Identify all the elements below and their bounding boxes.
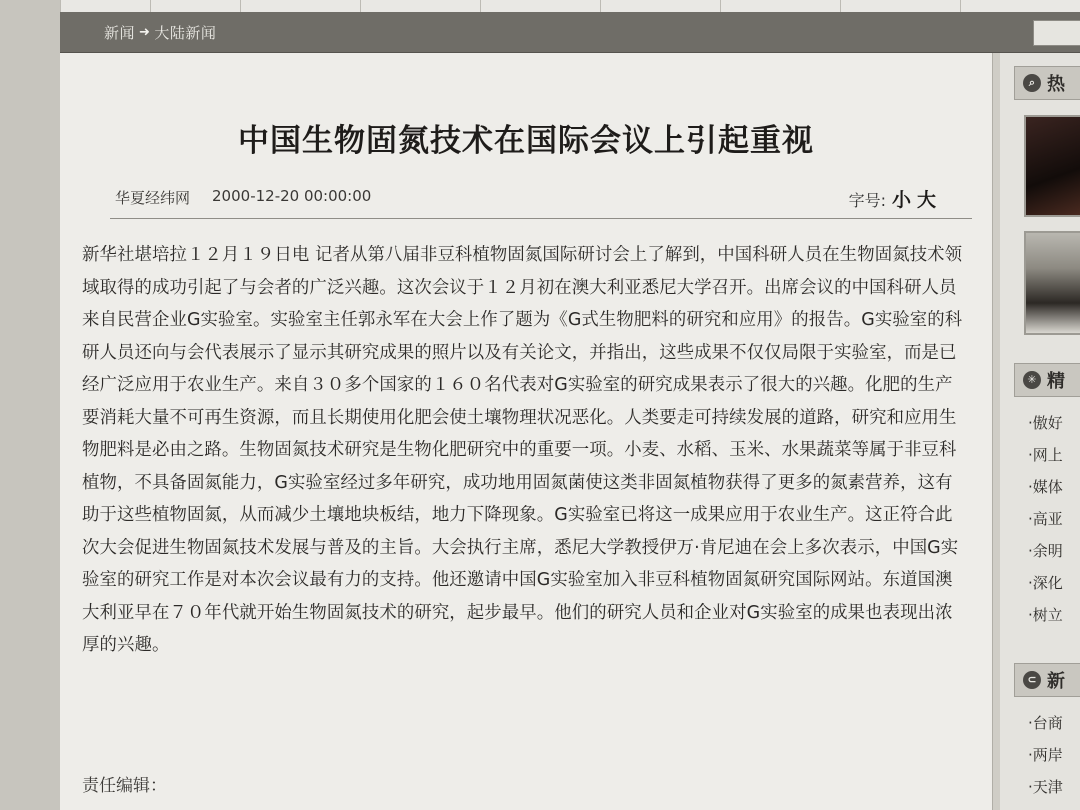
arrow-right-icon: ➜	[139, 25, 151, 40]
sidebar-thumbnail-image[interactable]	[1024, 231, 1080, 335]
sidebar-link[interactable]: ·余明	[1028, 542, 1063, 560]
breadcrumb-link-mainland-news[interactable]: 大陆新闻	[154, 24, 217, 42]
title-divider	[110, 218, 972, 219]
search-icon: ⌕	[1023, 74, 1041, 92]
sidebar-link-list	[1014, 407, 1080, 631]
sidebar-link[interactable]: ·深化	[1028, 574, 1063, 592]
sidebar-link[interactable]: ·两岸	[1028, 746, 1063, 764]
font-size-control	[849, 185, 936, 212]
article-meta	[115, 187, 371, 208]
breadcrumb	[104, 22, 216, 43]
font-size-label: 字号:	[848, 191, 886, 210]
article-title: 中国生物固氮技术在国际会议上引起重视	[238, 123, 814, 159]
sidebar-link[interactable]: ·天津	[1028, 778, 1063, 796]
plug-icon: ⊂	[1023, 671, 1041, 689]
article-body: 新华社堪培拉１２月１９日电 记者从第八届非豆科植物固氮国际研讨会上了解到，中国科研人员在生物固氮技术领域取得的成功引起了与会者的广泛兴趣。这次会议于１２月初在澳大利亚悉尼大学召开。出席会议的中国科研人员来自民营企业G实验室。实验室主任郭永军在大会上作了题为《G式生物肥料的研究和应用》的报告。G实验室的科研人员还向与会代表展示了显示其研究成果的照片以及有关论文，并指出，这些成果不仅仅局限于实验室，而是已经广泛应用于农业生产。来自３０多个国家的１６０名代表对G实验室的研究成果表示了很大的兴趣。化肥的生产要消耗大量不可再生资源，而且长期使用化肥会使土壤物理状况恶化。人类要走可持续发展的道路，研究和应用生物肥料是必由之路。生物固氮技术研究是生物化肥研究中的重要一项。小麦、水稻、玉米、水果蔬菜等属于非豆科植物，不具备固氮能力，G实验室经过多年研究，成功地用固氮菌使这类非固氮植物获得了更多的氮素营养，这有助于这些植物固氮，从而减少土壤地块板结，地力下降现象。G实验室已将这一成果应用于农业生产。这正符合此次大会促进生物固氮技术发展与普及的主旨。大会执行主席，悉尼大学教授伊万·肯尼迪在会上多次表示，中国G实验室的研究工作是对本次会议最有力的支持。他还邀请中国G实验室加入非豆科植物固氮研究国际网站。东道国澳大利亚早在７０年代就开始生物固氮技术的研究，起步最早。他们的研究人员和企业对G实验室的成果也表现出浓厚的兴趣。	[82, 245, 963, 655]
sidebar-header-title: 新	[1047, 671, 1065, 692]
article-editor-label: 责任编辑：	[82, 776, 167, 796]
nav-bar	[60, 12, 1080, 53]
article-datetime: 2000-12-20 00:00:00	[212, 187, 372, 205]
font-size-large-button[interactable]: 大	[916, 189, 936, 211]
sidebar-link[interactable]: ·傲好	[1028, 414, 1063, 432]
sidebar-link[interactable]: ·树立	[1028, 606, 1063, 624]
sidebar-header-hot[interactable]	[1014, 66, 1080, 100]
window-left-gutter	[0, 0, 60, 810]
sidebar-header-featured[interactable]	[1014, 363, 1080, 397]
sidebar-link[interactable]: ·台商	[1028, 714, 1063, 732]
sidebar-header-latest[interactable]	[1014, 663, 1080, 697]
sidebar-header-title: 热	[1047, 74, 1065, 95]
sidebar-thumbnail-image[interactable]	[1024, 115, 1080, 217]
sidebar-link[interactable]: ·网上	[1028, 446, 1063, 464]
sidebar-header-title: 精	[1047, 371, 1065, 392]
font-size-small-button[interactable]: 小	[891, 189, 911, 211]
sidebar-link-list	[1014, 707, 1080, 803]
sidebar-link[interactable]: ·高亚	[1028, 510, 1063, 528]
search-input[interactable]	[1033, 20, 1080, 46]
star-icon: ✳	[1023, 371, 1041, 389]
right-sidebar	[1000, 53, 1080, 810]
sidebar-link[interactable]: ·媒体	[1028, 478, 1063, 496]
article-panel	[60, 53, 993, 810]
breadcrumb-link-news[interactable]: 新闻	[104, 24, 136, 42]
article-source: 华夏经纬网	[115, 189, 191, 207]
